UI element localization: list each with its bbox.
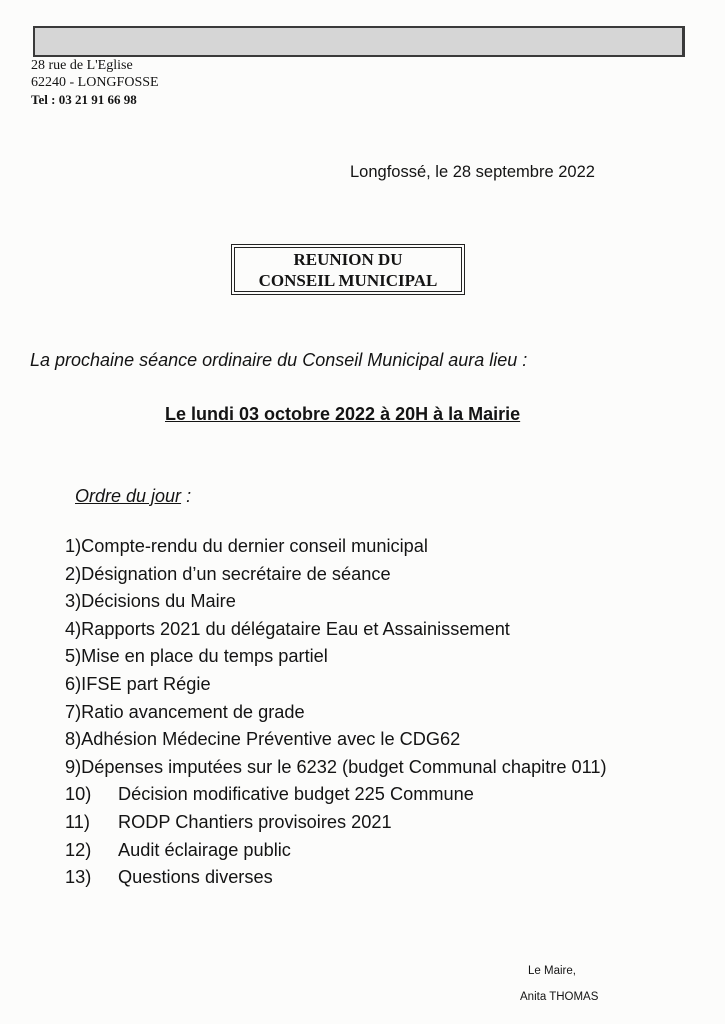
signature-name: Anita THOMAS [520, 991, 599, 1003]
agenda-item [65, 674, 607, 702]
agenda-list [65, 536, 607, 895]
agenda-item-text: Questions diverses [118, 867, 273, 888]
agenda-item-text: Rapports 2021 du délégataire Eau et Assainissement [81, 618, 510, 639]
address-line: 28 rue de L'Eglise [31, 58, 133, 73]
agenda-item-text: Adhésion Médecine Préventive avec le CDG62 [81, 729, 461, 750]
agenda-item-number: 9) [65, 756, 82, 777]
agenda-heading [75, 486, 191, 507]
agenda-item-text: Audit éclairage public [118, 839, 291, 860]
agenda-item-number: 4) [65, 618, 82, 639]
agenda-item-text: Ratio avancement de grade [81, 701, 305, 722]
agenda-item [65, 729, 607, 757]
agenda-item [65, 702, 607, 730]
agenda-item [65, 646, 607, 674]
agenda-item [65, 840, 607, 868]
agenda-item [65, 536, 607, 564]
agenda-item-text: Désignation d’un secrétaire de séance [81, 563, 391, 584]
agenda-item [65, 757, 607, 785]
date-line: Longfossé, le 28 septembre 2022 [350, 163, 595, 181]
agenda-item-text: Compte-rendu du dernier conseil municipal [81, 536, 428, 556]
signature-block [520, 958, 598, 1010]
postal-line: 62240 - LONGFOSSE [31, 75, 159, 90]
agenda-item-number: 13) [65, 867, 92, 888]
title-box-inner [234, 247, 462, 292]
address-block [31, 57, 159, 108]
meeting-date: Le lundi 03 octobre 2022 à 20H à la Mairie [165, 404, 521, 424]
agenda-item-number: 11) [65, 811, 90, 832]
agenda-item [65, 564, 607, 592]
agenda-item [65, 784, 607, 812]
signature-role: Le Maire, [528, 965, 576, 977]
intro-text: La prochaine séance ordinaire du Conseil Municipal aura lieu : [30, 350, 528, 370]
agenda-item-text: Mise en place du temps partiel [81, 646, 328, 667]
agenda-item [65, 619, 607, 647]
agenda-item-number: 10) [65, 784, 92, 805]
agenda-item [65, 591, 607, 619]
agenda-item-text: Décisions du Maire [81, 591, 236, 612]
agenda-heading-label: Ordre du jour [75, 486, 182, 506]
agenda-item-number: 12) [65, 839, 92, 860]
agenda-item-number: 3) [65, 591, 82, 612]
phone-line: Tel : 03 21 91 66 98 [31, 92, 137, 107]
agenda-item [65, 867, 607, 895]
agenda-item [65, 812, 607, 840]
agenda-item-number: 5) [65, 646, 82, 667]
agenda-item-text: Décision modificative budget 225 Commune [118, 784, 474, 805]
agenda-item-number: 1) [65, 536, 82, 556]
agenda-item-text: Dépenses imputées sur le 6232 (budget Communal chapitre 011) [81, 756, 607, 777]
agenda-item-number: 8) [65, 729, 82, 750]
title-line-2: CONSEIL MUNICIPAL [258, 271, 438, 290]
agenda-item-text: IFSE part Régie [81, 673, 211, 694]
agenda-item-number: 6) [65, 673, 82, 694]
agenda-item-number: 7) [65, 701, 82, 722]
agenda-heading-colon: : [181, 486, 192, 506]
agenda-item-text: RODP Chantiers provisoires 2021 [118, 811, 392, 832]
header-bar [33, 26, 685, 57]
title-box [231, 244, 465, 295]
title-line-1: REUNION DU [293, 250, 403, 269]
agenda-item-number: 2) [65, 563, 82, 584]
